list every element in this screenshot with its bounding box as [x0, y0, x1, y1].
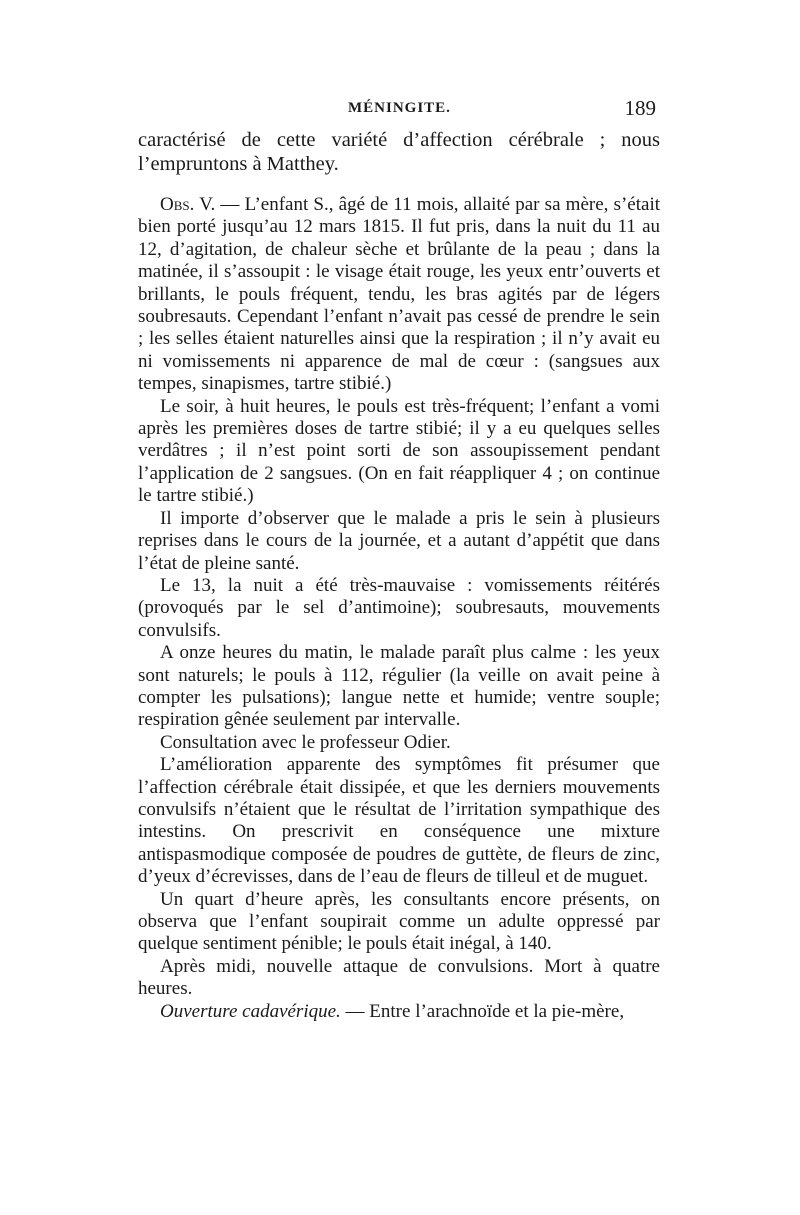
paragraph-observation-heading	[138, 194, 660, 396]
paragraph-text: A onze heures du matin, le malade paraît plus calme : les yeux sont naturels; le pouls à 112, régulier (la veille on avait peine à compter les pulsations); langue nette et humide; ventre souple; respiration gênée seulement par intervalle.	[138, 642, 660, 731]
body-text	[138, 128, 660, 1023]
page-number: 189	[624, 96, 656, 120]
paragraph-text: Après midi, nouvelle attaque de convulsions. Mort à quatre heures.	[138, 955, 660, 1000]
paragraph-text: Un quart d’heure après, les consultants encore présents, on observa que l’enfant soupirait comme un adulte oppressé par quelque sentiment pénible; le pouls était inégal, à 140.	[138, 888, 660, 955]
paragraph-quarter-hour	[138, 889, 660, 956]
paragraph-intro	[138, 128, 660, 176]
running-head	[138, 96, 660, 122]
paragraph-text: caractérisé de cette variété d’affection cérébrale ; nous l’empruntons à Matthey.	[138, 129, 660, 175]
paragraph-text: L’amélioration apparente des symptômes fit présumer que l’affection cérébrale était dissipée, et que les derniers mouvements convulsifs n’étaient que le résultat de l’irritation sympathique des intestins. On prescrivit en conséquence une mixture antispasmodique composée de poudres de guttète, de fleurs de zinc, d’yeux d’écrevisses, dans de l’eau de fleurs de tilleul et de muguet.	[138, 754, 660, 888]
paragraph-eleven-oclock	[138, 642, 660, 732]
paragraph-autopsy	[138, 1001, 660, 1023]
paragraph-consultation	[138, 732, 660, 754]
paragraph-afternoon	[138, 956, 660, 1001]
running-title: MÉNINGITE.	[348, 100, 451, 116]
paragraph-text: — Entre l’arachnoïde et la pie-mère,	[340, 1000, 625, 1022]
observation-label: Obs. V.	[160, 194, 216, 215]
paragraph-text: — L’enfant S., âgé de 11 mois, allaité par sa mère, s’était bien porté jusqu’au 12 mars 1815. Il fut pris, dans la nuit du 11 au 12, d’agitation, de chaleur sèche et brûlante de la peau ; dans la matinée, il s’assoupit : le visage était rouge, les yeux entr’ouverts et brillants, le pouls fréquent, tendu, les bras agités par de légers soubresauts. Cependant l’enfant n’avait pas cessé de prendre le sein ; les selles étaient naturelles ainsi que la respiration ; il n’y avait eu ni vomissements ni apparence de mal de cœur : (sangsues aux tempes, sinapismes, tartre stibié.)	[138, 194, 660, 395]
paragraph-text: Le soir, à huit heures, le pouls est très-fréquent; l’enfant a vomi après les premières doses de tartre stibié; il y a eu quelques selles verdâtres ; il n’est point sorti de son assoupissement pendant l’application de 2 sangsues. (On en fait réappliquer 4 ; on continue le tartre stibié.)	[138, 395, 660, 507]
paragraph-day-13	[138, 575, 660, 642]
paragraph-evening	[138, 396, 660, 508]
paragraph-improvement	[138, 754, 660, 888]
paragraph-text: Consultation avec le professeur Odier.	[160, 731, 451, 753]
paragraph-text: Le 13, la nuit a été très-mauvaise : vomissements réitérés (provoqués par le sel d’antimoine); soubresauts, mouvements convulsifs.	[138, 574, 660, 641]
autopsy-label: Ouverture cadavérique.	[160, 1000, 341, 1022]
paragraph-nursing	[138, 508, 660, 575]
paragraph-text: Il importe d’observer que le malade a pris le sein à plusieurs reprises dans le cours de la journée, et a autant d’appétit que dans l’état de pleine santé.	[138, 507, 660, 574]
